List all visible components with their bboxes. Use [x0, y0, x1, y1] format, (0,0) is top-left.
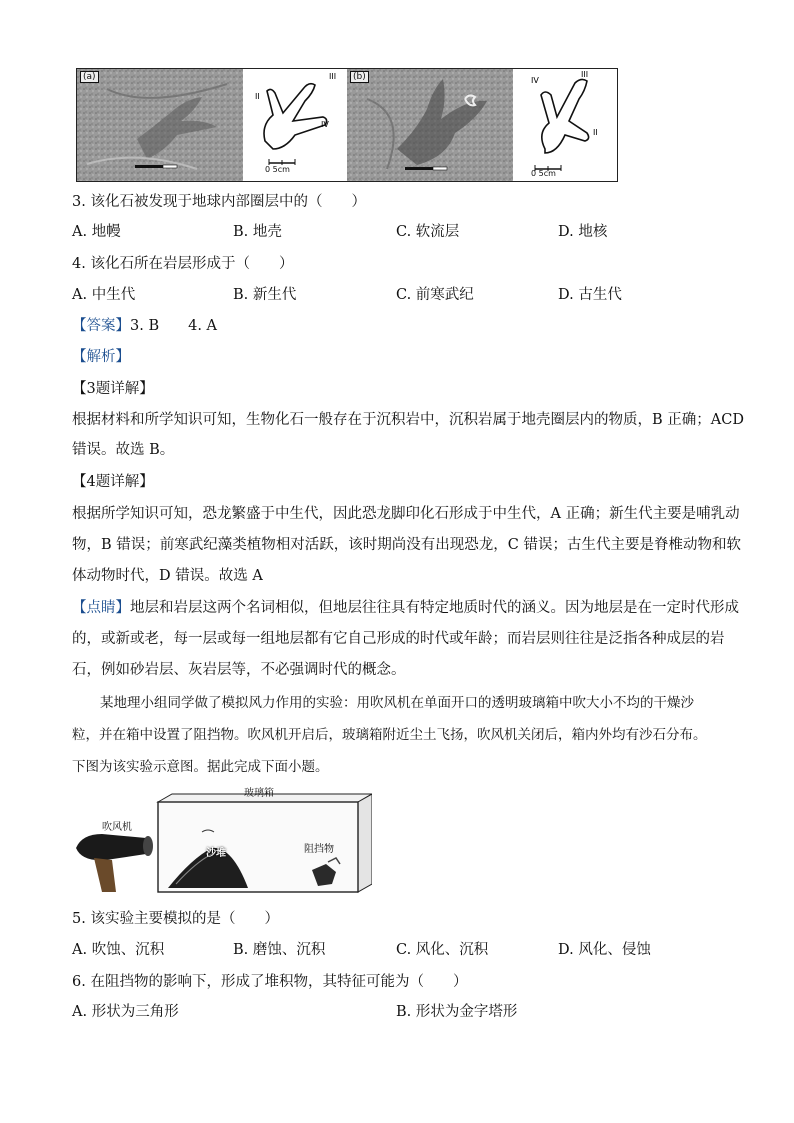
q4-detail-line-3: 体动物时代，D 错误。故选 A — [72, 568, 263, 584]
answer-text: 3. B 4. A — [130, 318, 218, 334]
experiment-figure — [72, 788, 372, 896]
q3-option-c: C. 软流层 — [396, 224, 460, 240]
question-5-stem: 5. 该实验主要模拟的是（ ） — [72, 911, 279, 927]
question-4-stem: 4. 该化石所在岩层形成于（ ） — [72, 256, 294, 272]
digit-label-b-2: II — [593, 128, 598, 137]
fossil-sketch-b — [515, 69, 617, 181]
q5-option-d: D. 风化、侵蚀 — [558, 942, 651, 958]
digit-label-b-0: IV — [531, 76, 539, 85]
q3-option-b: B. 地壳 — [233, 224, 282, 240]
q4-option-b: B. 新生代 — [233, 287, 297, 303]
q4-option-a: A. 中生代 — [72, 287, 136, 303]
q5-option-a: A. 吹蚀、沉积 — [72, 942, 165, 958]
experiment-line-3: 下图为该实验示意图。据此完成下面小题。 — [72, 759, 329, 775]
answer-line — [72, 316, 217, 336]
experiment-line-2: 粒，并在箱中设置了阻挡物。吹风机开启后，玻璃箱附近尘土飞扬，吹风机关闭后，箱内外均有沙石分布。 — [72, 727, 707, 743]
blower-label: 吹风机 — [102, 822, 132, 833]
sand-label: 沙堆 — [206, 848, 226, 859]
q4-detail-line-2: 物，B 错误；前寒武纪藻类植物相对活跃，该时期尚没有出现恐龙，C 错误；古生代主要是脊椎动物和软 — [72, 537, 741, 553]
note-line-2: 的，或新或老，每一层或每一组地层都有它自己形成的时代或年龄；而岩层则往往是泛指各种成层的岩 — [72, 631, 725, 647]
note-text-1: 地层和岩层这两个名词相似，但地层往往具有特定地质时代的涵义。因为地层是在一定时代形成 — [130, 600, 739, 616]
scale-label-a: 0 5cm — [265, 165, 290, 174]
experiment-line-1: 某地理小组同学做了模拟风力作用的实验：用吹风机在单面开口的透明玻璃箱中吹大小不均的干燥沙 — [100, 695, 694, 711]
q6-option-a: A. 形状为三角形 — [72, 1004, 179, 1020]
question-6-stem: 6. 在阻挡物的影响下，形成了堆积物，其特征可能为（ ） — [72, 974, 468, 990]
panel-label-a: (a) — [80, 71, 99, 83]
digit-label-a-2: IV — [321, 120, 329, 129]
obstacle-label: 阻挡物 — [304, 844, 334, 855]
q4-option-c: C. 前寒武纪 — [396, 287, 474, 303]
q5-option-b: B. 磨蚀、沉积 — [233, 942, 326, 958]
fossil-photo-a — [77, 69, 243, 181]
note-line-1 — [72, 598, 739, 618]
note-tag: 【点睛】 — [72, 600, 130, 616]
q3-option-a: A. 地幔 — [72, 224, 121, 240]
box-label: 玻璃箱 — [244, 788, 274, 799]
scale-label-b: 0 5cm — [531, 169, 556, 178]
fossil-figure-frame — [76, 68, 618, 182]
fossil-sketch-a — [245, 69, 345, 181]
analysis-tag: 【解析】 — [72, 349, 130, 365]
q5-option-c: C. 风化、沉积 — [396, 942, 489, 958]
q4-option-d: D. 古生代 — [558, 287, 622, 303]
q3-detail-tag: 【3题详解】 — [72, 381, 154, 397]
fossil-photo-b — [347, 69, 513, 181]
question-3-stem: 3. 该化石被发现于地球内部圈层中的（ ） — [72, 194, 366, 210]
q6-option-b: B. 形状为金字塔形 — [396, 1004, 518, 1020]
q4-detail-line-1: 根据所学知识可知，恐龙繁盛于中生代，因此恐龙脚印化石形成于中生代，A 正确；新生代主要是哺乳动 — [72, 506, 740, 522]
q4-detail-tag: 【4题详解】 — [72, 474, 154, 490]
q3-detail-line-1: 根据材料和所学知识可知，生物化石一般存在于沉积岩中，沉积岩属于地壳圈层内的物质，B 正确；ACD — [72, 412, 744, 428]
q3-option-d: D. 地核 — [558, 224, 608, 240]
digit-label-b-1: III — [581, 70, 589, 79]
note-line-3: 石，例如砂岩层、灰岩层等，不必强调时代的概念。 — [72, 662, 406, 678]
digit-label-a-0: II — [255, 92, 260, 101]
digit-label-a-1: III — [329, 72, 337, 81]
q3-detail-line-2: 错误。故选 B。 — [72, 442, 175, 458]
answer-tag: 【答案】 — [72, 318, 130, 334]
panel-label-b: (b) — [350, 71, 369, 83]
